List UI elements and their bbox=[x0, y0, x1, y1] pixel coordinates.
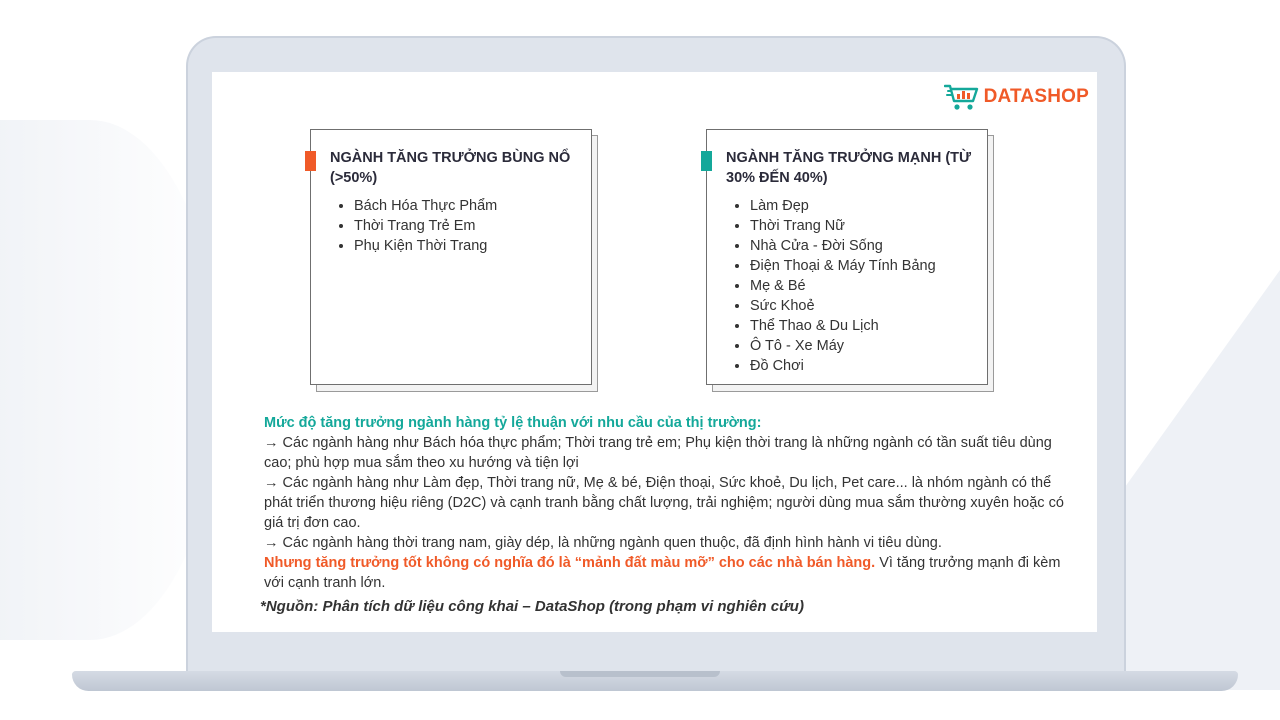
list-item: • Ô Tô - Xe Máy bbox=[750, 336, 973, 356]
datashop-logo bbox=[944, 82, 1089, 112]
analysis-point-3: → Các ngành hàng thời trang nam, giày dép, là những ngành quen thuộc, đã định hình hành vi tiêu dùng. bbox=[264, 535, 942, 551]
analysis-heading: Mức độ tăng trưởng ngành hàng tỷ lệ thuận với nhu cầu của thị trường: bbox=[264, 415, 762, 431]
logo-text-data: DATA bbox=[983, 86, 1035, 107]
analysis-section bbox=[264, 413, 1074, 593]
list-item: • Phụ Kiện Thời Trang bbox=[354, 236, 577, 256]
list-item: • Nhà Cửa - Đời Sống bbox=[750, 236, 973, 256]
analysis-point-2: → Các ngành hàng như Làm đẹp, Thời trang nữ, Mẹ & bé, Điện thoại, Sức khoẻ, Du lịch, Pet care... là nhóm ngành có thể phát triển thương hiệu riêng (D2C) và cạnh tranh bằng chất lượng, trải nghiệm; người dùng mua sắm thường xuyên hoặc có giá trị đơn cao. bbox=[264, 475, 1064, 531]
list-item: • Bách Hóa Thực Phẩm bbox=[354, 196, 577, 216]
logo-text-shop: SHOP bbox=[1034, 86, 1089, 107]
card-title: NGÀNH TĂNG TRƯỞNG MẠNH (TỪ 30% ĐẾN 40%) bbox=[726, 150, 972, 186]
list-item: • Đồ Chơi bbox=[750, 356, 973, 376]
list-item: • Điện Thoại & Máy Tính Bảng bbox=[750, 256, 973, 276]
card-accent-tag bbox=[305, 151, 316, 171]
logo-text bbox=[984, 86, 1089, 108]
card-strong-growth bbox=[706, 129, 988, 385]
warning-highlight: Nhưng tăng trưởng tốt không có nghĩa đó là “mảnh đất màu mỡ” cho các nhà bán hàng. bbox=[264, 555, 876, 571]
list-item: • Thể Thao & Du Lịch bbox=[750, 316, 973, 336]
analysis-warning-paragraph bbox=[264, 553, 1074, 593]
list-item: • Làm Đẹp bbox=[750, 196, 973, 216]
analysis-point-1: → Các ngành hàng như Bách hóa thực phẩm; Thời trang trẻ em; Phụ kiện thời trang là những ngành có tần suất tiêu dùng cao; phù hợp mua sắm theo xu hướng và tiện lợi bbox=[264, 435, 1052, 471]
card-list bbox=[330, 196, 577, 256]
warning-rest: Vì tăng trưởng mạnh đi kèm với cạnh tranh lớn. bbox=[264, 555, 1061, 591]
card-title: NGÀNH TĂNG TRƯỞNG BÙNG NỔ (>50%) bbox=[330, 150, 571, 186]
list-item: • Mẹ & Bé bbox=[750, 276, 973, 296]
card-list bbox=[726, 196, 973, 376]
shopping-cart-chart-icon bbox=[944, 82, 980, 112]
list-item: • Thời Trang Nữ bbox=[750, 216, 973, 236]
card-accent-tag bbox=[701, 151, 712, 171]
list-item: • Sức Khoẻ bbox=[750, 296, 973, 316]
list-item: • Thời Trang Trẻ Em bbox=[354, 216, 577, 236]
laptop-base-notch bbox=[560, 671, 720, 677]
source-note: *Nguồn: Phân tích dữ liệu công khai – DataShop (trong phạm vi nghiên cứu) bbox=[260, 598, 804, 615]
laptop-screen bbox=[212, 72, 1097, 632]
card-explosive-growth bbox=[310, 129, 592, 385]
